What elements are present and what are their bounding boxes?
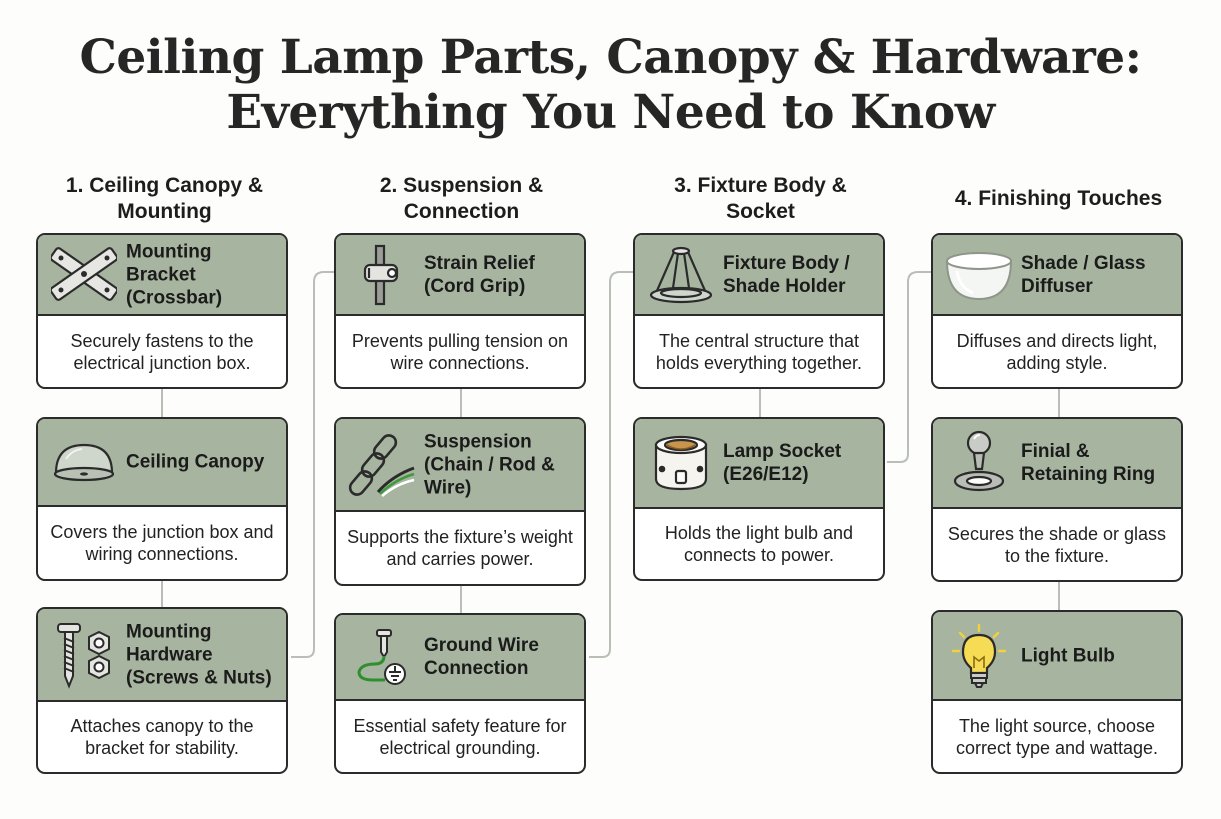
card-header — [635, 419, 883, 509]
card-title: Fixture Body / Shade Holder — [723, 252, 850, 297]
glass-shade-icon — [943, 243, 1015, 307]
crossbar-bracket-icon — [48, 243, 120, 307]
card-description: Secures the shade or glass to the fixture. — [947, 523, 1167, 566]
heading-line: 3. Fixture Body & — [674, 174, 847, 197]
column-heading-3 — [633, 173, 888, 225]
card-light-bulb — [931, 610, 1183, 774]
screw-nut-icon — [48, 623, 120, 687]
heading-line: 4. Finishing Touches — [954, 187, 1163, 210]
card-strain-relief — [334, 233, 586, 389]
card-header — [635, 235, 883, 316]
card-header — [933, 612, 1181, 701]
card-ground-wire — [334, 613, 586, 774]
card-header — [933, 419, 1181, 509]
card-finial-ring — [931, 417, 1183, 582]
card-suspension — [334, 417, 586, 586]
card-header — [38, 235, 286, 316]
card-title: Finial & Retaining Ring — [1021, 441, 1156, 485]
card-lamp-socket — [633, 417, 885, 581]
card-title: Light Bulb — [1021, 645, 1115, 666]
lamp-socket-icon — [645, 431, 717, 495]
card-title: Mounting Hardware (Screws & Nuts) — [126, 621, 272, 688]
card-description: The light source, choose correct type and wattage. — [955, 715, 1159, 758]
card-header — [933, 235, 1181, 316]
card-description: The central structure that holds everything together. — [655, 330, 863, 373]
ground-wire-icon — [346, 625, 418, 689]
card-title: Suspension (Chain / Rod & Wire) — [424, 431, 555, 498]
column-heading-4 — [931, 186, 1186, 212]
cord-grip-icon — [346, 243, 418, 307]
card-fixture-body — [633, 233, 885, 389]
title-line-2: Everything You Need to Know — [226, 85, 995, 140]
card-header — [336, 615, 584, 701]
canopy-dome-icon — [48, 430, 120, 494]
card-title: Lamp Socket (E26/E12) — [723, 441, 842, 485]
chain-wire-icon — [346, 433, 418, 497]
column-heading-2 — [334, 173, 589, 225]
heading-line: Connection — [403, 200, 520, 223]
card-description: Essential safety feature for electrical grounding. — [353, 715, 567, 758]
card-description: Prevents pulling tension on wire connections. — [351, 330, 569, 373]
title-line-1: Ceiling Lamp Parts, Canopy & Hardware: — [79, 30, 1142, 85]
column-heading-1 — [37, 173, 292, 225]
diagram-title — [0, 30, 1221, 140]
card-description: Supports the fixture’s weight and carries power. — [347, 527, 573, 569]
card-title: Ceiling Canopy — [126, 451, 265, 473]
heading-line: Mounting — [117, 200, 212, 223]
card-header — [336, 235, 584, 316]
shade-holder-icon — [645, 243, 717, 307]
card-title: Strain Relief (Cord Grip) — [424, 252, 535, 297]
card-description: Diffuses and directs light, adding style. — [956, 330, 1158, 373]
card-description: Holds the light bulb and connects to power. — [664, 523, 854, 565]
card-description: Securely fastens to the electrical junction box. — [70, 330, 254, 373]
card-header — [38, 609, 286, 702]
card-ceiling-canopy — [36, 417, 288, 581]
card-description: Attaches canopy to the bracket for stability. — [70, 716, 254, 758]
heading-line: 2. Suspension & — [379, 174, 544, 197]
card-title: Shade / Glass Diffuser — [1021, 252, 1146, 297]
light-bulb-icon — [943, 624, 1015, 688]
card-mounting-hardware — [36, 607, 288, 774]
card-title: Ground Wire Connection — [424, 635, 539, 679]
heading-line: Socket — [726, 200, 795, 223]
card-title: Mounting Bracket (Crossbar) — [126, 241, 223, 308]
card-header — [38, 419, 286, 507]
finial-ring-icon — [943, 431, 1015, 495]
card-description: Covers the junction box and wiring connections. — [50, 522, 274, 564]
card-shade-glass — [931, 233, 1183, 389]
heading-line: 1. Ceiling Canopy & — [65, 174, 264, 197]
card-mounting-bracket — [36, 233, 288, 389]
card-header — [336, 419, 584, 512]
